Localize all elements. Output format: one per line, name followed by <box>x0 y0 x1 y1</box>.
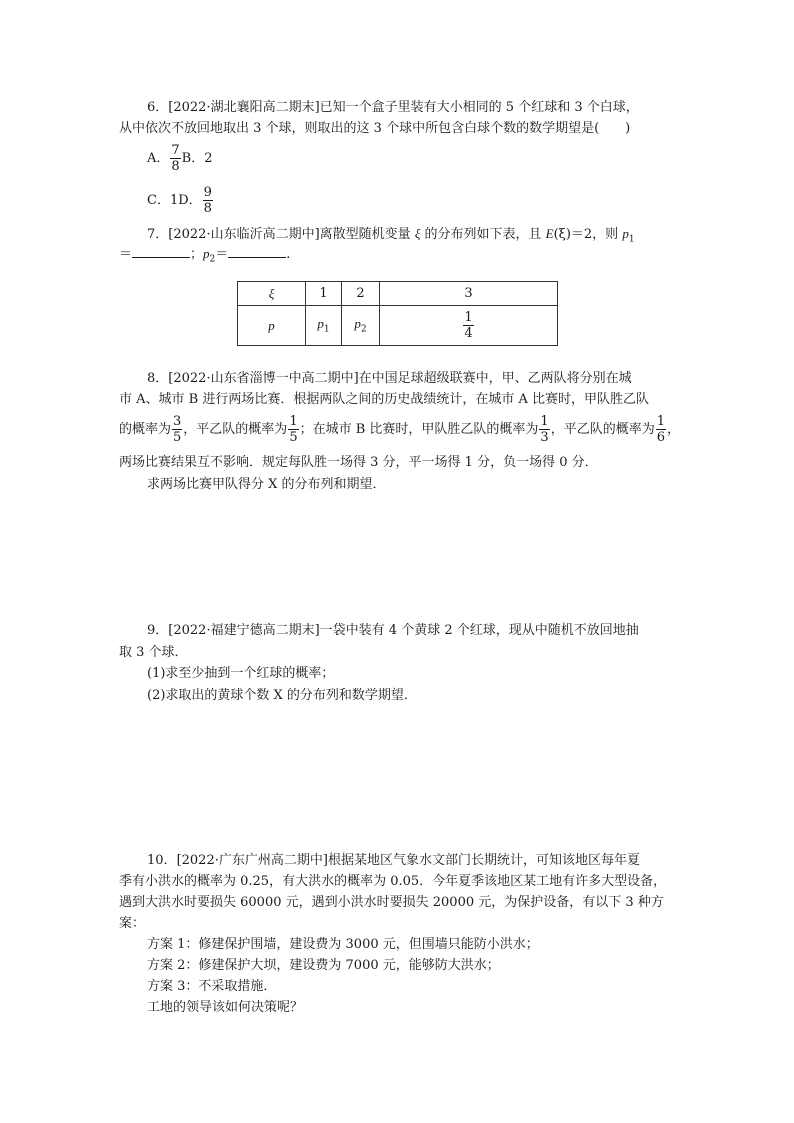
table-cell: 3 <box>380 282 558 306</box>
q10-line4: 案： <box>119 916 146 931</box>
q9-source-tag: [2022·福建宁德高二期末] <box>168 623 320 638</box>
q8-line3: 的概率为 $\frac{3}{5}$ ，平乙队的概率为 $\frac{1}{5}$ ；在城市 B 比赛时，甲队胜乙队的概率为 $\frac{1}{3}$ ，平乙队的概率为 $\frac{1}{6}$ ， <box>119 414 681 445</box>
q6-line1: 6．[2022·湖北襄阳高二期末]已知一个盒子里装有大小相同的 5 个红球和 3 个白球， <box>147 100 639 115</box>
q10-number: 10 <box>147 853 164 868</box>
q10-plan-1: 方案 1：修建保护围墙，建设费为 3000 元，但围墙只能防小洪水； <box>147 937 539 952</box>
table-cell: $p_2$ <box>342 306 380 346</box>
q7-source-tag: [2022·山东临沂高二期中] <box>168 227 320 242</box>
table-cell: $p_1$ <box>306 306 342 346</box>
table-cell: ξ <box>238 282 306 306</box>
q10-plan-2: 方案 2：修建保护大坝，建设费为 7000 元，能够防大洪水； <box>147 958 500 973</box>
table-row <box>238 306 558 346</box>
q9-line1: 9．[2022·福建宁德高二期末]一袋中装有 4 个黄球 2 个红球，现从中随机不放回地抽 <box>147 623 639 638</box>
table-cell: 1 <box>306 282 342 306</box>
q8-line1: 8．[2022·山东省淄博一中高二期中]在中国足球超级联赛中，甲、乙两队将分别在城 <box>147 371 632 386</box>
table-row <box>238 282 558 306</box>
q9-line2: 取 3 个球． <box>119 645 188 660</box>
q8-line4: 两场比赛结果互不影响．规定每队胜一场得 3 分，平一场得 1 分，负一场得 0 分． <box>119 455 598 470</box>
q6-options-cd: C．1D． $\frac{9}{8}$ <box>147 185 212 216</box>
q10-line3: 遇到大洪水时要损失 60000 元，遇到小洪水时要损失 20000 元，为保护设备，有以下 3 种方 <box>119 895 664 910</box>
q6-line2: 从中依次不放回地取出 3 个球，则取出的这 3 个球中所包含白球个数的数学期望是( ) <box>119 121 631 136</box>
q9-subquestion-1: (1)求至少抽到一个红球的概率； <box>147 666 335 681</box>
table-cell: p <box>238 306 306 346</box>
table-cell: $\frac{1}{4}$ <box>380 306 558 346</box>
q7-line2: ＝ ；$p_2=$ . <box>119 246 291 265</box>
q6-source-tag: [2022·湖北襄阳高二期末] <box>168 100 320 115</box>
q7-answer-blank-p2[interactable] <box>228 245 286 258</box>
q6-options-ab: A． $\frac{7}{8}$ B．2 <box>147 143 213 174</box>
q10-source-tag: [2022·广东广州高二期中] <box>176 853 328 868</box>
q9-number: 9 <box>147 623 156 638</box>
table-cell: 2 <box>342 282 380 306</box>
q6-option-d-fraction: $\frac{9}{8}$ <box>203 185 212 216</box>
q8-line5: 求两场比赛甲队得分 X 的分布列和期望． <box>147 477 386 492</box>
q7-distribution-table <box>237 281 558 346</box>
q9-subquestion-2: (2)求取出的黄球个数 X 的分布列和数学期望． <box>147 688 417 703</box>
q6-option-a-fraction: $\frac{7}{8}$ <box>171 143 180 174</box>
q7-number: 7 <box>147 227 156 242</box>
q8-number: 8 <box>147 371 156 386</box>
q10-plan-3: 方案 3：不采取措施． <box>147 979 277 994</box>
q8-line2: 市 A、城市 B 进行两场比赛．根据两队之间的历史战绩统计，在城市 A 比赛时，甲队胜乙队 <box>119 392 649 407</box>
q7-answer-blank-p1[interactable] <box>132 245 190 258</box>
q10-line2: 季有小洪水的概率为 0.25，有大洪水的概率为 0.05．今年夏季该地区某工地有许多大型设备， <box>119 874 667 889</box>
q10-line1: 10．[2022·广东广州高二期中]根据某地区气象水文部门长期统计，可知该地区每年夏 <box>147 853 640 868</box>
q8-source-tag: [2022·山东省淄博一中高二期中] <box>168 371 359 386</box>
q10-question: 工地的领导该如何决策呢？ <box>147 1000 304 1015</box>
q7-line1: 7．[2022·山东临沂高二期中]离散型随机变量 ξ 的分布列如下表，且 E(ξ)＝2，则 $p_1$ <box>147 226 635 245</box>
q6-number: 6 <box>147 100 156 115</box>
